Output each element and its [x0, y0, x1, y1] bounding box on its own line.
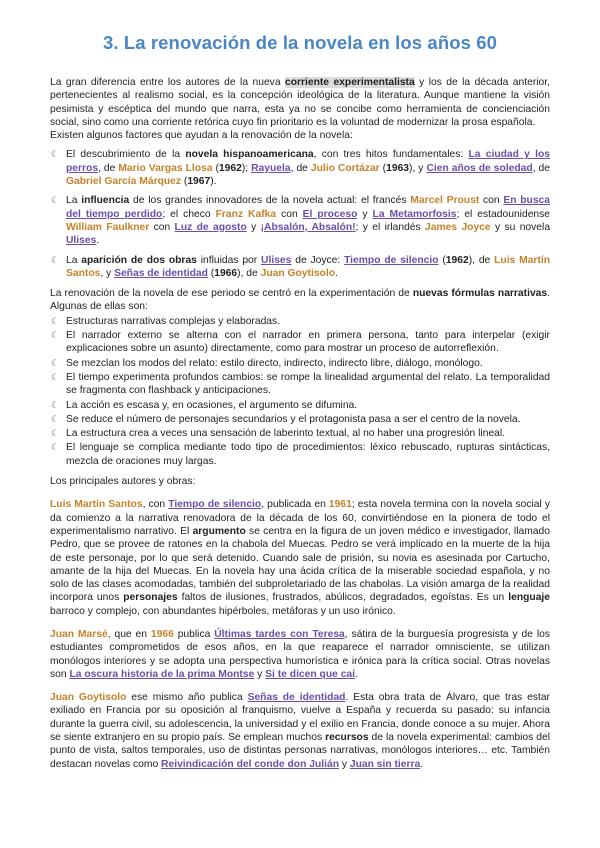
work-link[interactable]: Tiempo de silencio [168, 499, 262, 511]
author-name: James Joyce [425, 221, 491, 233]
work-link[interactable]: La Metamorfosis [372, 208, 457, 220]
author-name: Juan Marsé [50, 628, 108, 640]
work-link[interactable]: Reivindicación del conde don Julián [161, 758, 339, 770]
highlighted-term: corriente experimentalista [284, 77, 415, 88]
intro-paragraph: La gran diferencia entre los autores de la nueva corriente experimentalista y los de la década anterior, pertenecientes al realismo social, es la concepción ideológica de la literatura. Aunque mantiene la visión pesimista y escéptica del mundo que narra, esta ya no se concibe como herramienta de concienciación social, sino como una corriente retórica cuyo fin prioritario es la voluntad de modernizar la prosa española. [50, 77, 550, 128]
work-link[interactable]: Tiempo de silencio [344, 254, 439, 266]
techniques-paragraph: La renovación de la novela de ese periodo se centró en la experimentación de nuevas fórmulas narrativas. Algunas de ellas son: [50, 288, 550, 313]
work-link[interactable]: La oscura historia de la prima Montse [69, 668, 255, 680]
work-link[interactable]: Señas de identidad [247, 692, 346, 704]
work-link[interactable]: Rayuela [251, 162, 291, 174]
authors-heading: Los principales autores y obras: [50, 476, 196, 488]
santos-paragraph: Luis Martín Santos, con Tiempo de silencio, publicada en 1961; esta novela termina con la novela social y da comienzo a la narrativa renovadora de la década de los 60, convirtiéndose en la pionera de todo el experimentalismo narrativo. El argumento se centra en la figura de un joven médico e investigador, llamado Pedro, que se provee de ratones en la chabola del Muecas. Pedro se verá implicado en la muerte de la hija de este personaje, por lo que será detenido. Cuando sale de prisión, su novia es asesinada por Cartucho, amante de la hija del Muecas. En la novela hay una ácida crítica de la miserable sociedad española, y no solo de las clases acomodadas, también del subproletariado de las chabolas. La visión amarga de la realidad incorpora unos personajes faltos de ilusiones, frustrados, abúlicos, degradados, egoístas. Es un lenguaje barroco y complejo, con abundantes hipérboles, metáforas y un uso irónico. [50, 499, 551, 617]
techniques-list [50, 315, 550, 468]
author-name: Mario Vargas Llosa [118, 162, 213, 174]
bullet-icon: ☾ [51, 428, 60, 439]
work-link[interactable]: El proceso [302, 208, 358, 220]
technique-item: ☾ La estructura crea a veces una sensación de laberinto textual, al no haber una progresión lineal. [51, 428, 506, 440]
author-name: Luis Martín Santos [66, 254, 550, 279]
technique-item: ☾ Se reduce el número de personajes secundarios y el protagonista pasa a ser el centro de la novela. [51, 413, 521, 425]
work-link[interactable]: Juan sin tierra [349, 758, 421, 770]
bullet-icon: ☾ [51, 357, 60, 368]
work-link[interactable]: Últimas tardes con Teresa [214, 628, 345, 640]
work-link[interactable]: En busca del tiempo perdido [66, 195, 551, 220]
work-link[interactable]: Ulises [66, 235, 97, 247]
work-link[interactable]: Ulises [261, 254, 292, 266]
technique-item: ☾ La acción es escasa y, en ocasiones, el argumento se difumina. [51, 399, 358, 411]
bullet-icon: ☾ [51, 315, 60, 326]
bullet-icon: ☾ [51, 330, 60, 341]
technique-item: ☾ Estructuras narrativas complejas y elaboradas. [51, 315, 281, 327]
technique-item: ☾ El lenguaje se complica mediante todo tipo de procedimientos: léxico rebuscado, rupturas sintácticas, mezcla de oraciones muy largas. [51, 442, 550, 467]
factor-item: ☾ El descubrimiento de la novela hispanoamericana, con tres hitos fundamentales: La ciudad y los perros, de Mario Vargas Llosa (1962); Rayuela, de Julio Cortázar (1963), y Cien años de soledad, de Gabriel García Márquez (1967). [51, 149, 550, 188]
bullet-icon: ☾ [51, 195, 60, 206]
technique-item: ☾ El tiempo experimenta profundos cambios: se rompe la linealidad argumental del relato. La temporalidad se fragmenta con flashback y anticipaciones. [51, 371, 550, 397]
work-link[interactable]: Señas de identidad [114, 267, 208, 279]
author-name: Juan Goytisolo [50, 692, 127, 704]
author-name: Juan Goytisolo [260, 267, 335, 279]
author-name: Julio Cortázar [310, 162, 380, 174]
work-link[interactable]: Luz de agosto [174, 221, 247, 233]
bullet-icon: ☾ [51, 149, 60, 160]
bullet-icon: ☾ [51, 442, 60, 453]
author-name: Marcel Proust [410, 195, 480, 207]
page-title: 3. La renovación de la novela en los años 60 [102, 32, 498, 53]
bullet-icon: ☾ [51, 254, 60, 265]
technique-item: ☾ El narrador externo se alterna con el narrador en primera persona, tanto para interpelar (exigir explicaciones sobre un asunto) directamente, como para mostrar un proceso de autorreflexión. [51, 330, 550, 355]
author-name: Luis Martín Santos [50, 499, 143, 511]
bullet-icon: ☾ [51, 371, 60, 382]
marse-paragraph: Juan Marsé, que en 1966 publica Últimas tardes con Teresa, sátira de la burguesía progresista y de los estudiantes comprometidos de esos años, en la que reaparece el narrador omnisciente, se utilizan monólogos interiores y se adopta una perspectiva humorística e irónica para la crítica social. Otras novelas son La oscura historia de la prima Montse y Si te dicen que caí. [50, 628, 550, 680]
work-link[interactable]: Cien años de soledad [426, 162, 533, 174]
factor-item: ☾ La aparición de dos obras influidas por Ulises de Joyce: Tiempo de silencio (1962), de Luis Martín Santos, y Señas de identidad (1966), de Juan Goytisolo. [51, 254, 550, 279]
author-name: Franz Kafka [215, 208, 277, 220]
technique-item: ☾ Se mezclan los modos del relato: estilo directo, indirecto, indirecto libre, diálogo, monólogo. [51, 357, 483, 369]
work-link[interactable]: ¡Absalón, Absalón! [260, 221, 356, 233]
work-link[interactable]: La ciudad y los perros [66, 149, 550, 174]
bullet-icon: ☾ [51, 399, 60, 410]
author-name: William Faulkner [66, 221, 150, 233]
goytisolo-paragraph: Juan Goytisolo ese mismo año publica Señas de identidad. Esta obra trata de Álvaro, que tras estar exiliado en Francia por su oposición al franquismo, vuelve a España y recuerda su pasado: su infancia durante la guerra civil, su adolescencia, la universidad y el exilio en Francia, donde conoce a su mujer. Ahora se siente extranjero en su propio país. Se emplean muchos recursos de la novela experimental: cambios del punto de vista, saltos temporales, uso de distintas personas narrativas, monólogos interiores… etc. También destacan novelas como Reivindicación del conde don Julián y Juan sin tierra. [50, 692, 551, 770]
bullet-icon: ☾ [51, 413, 60, 424]
author-name: Gabriel García Márquez [66, 176, 182, 188]
factors-list [50, 148, 550, 280]
factors-intro: Existen algunos factores que ayudan a la renovación de la novela: [50, 130, 353, 142]
factor-item: ☾ La influencia de los grandes innovadores de la novela actual: el francés Marcel Proust con En busca del tiempo perdido; el checo Franz Kafka con El proceso y La Metamorfosis; el estadounidense William Faulkner con Luz de agosto y ¡Absalón, Absalón!; y el irlandés James Joyce y su novela Ulises. [51, 195, 551, 247]
work-link[interactable]: Si te dicen que caí [265, 668, 356, 680]
